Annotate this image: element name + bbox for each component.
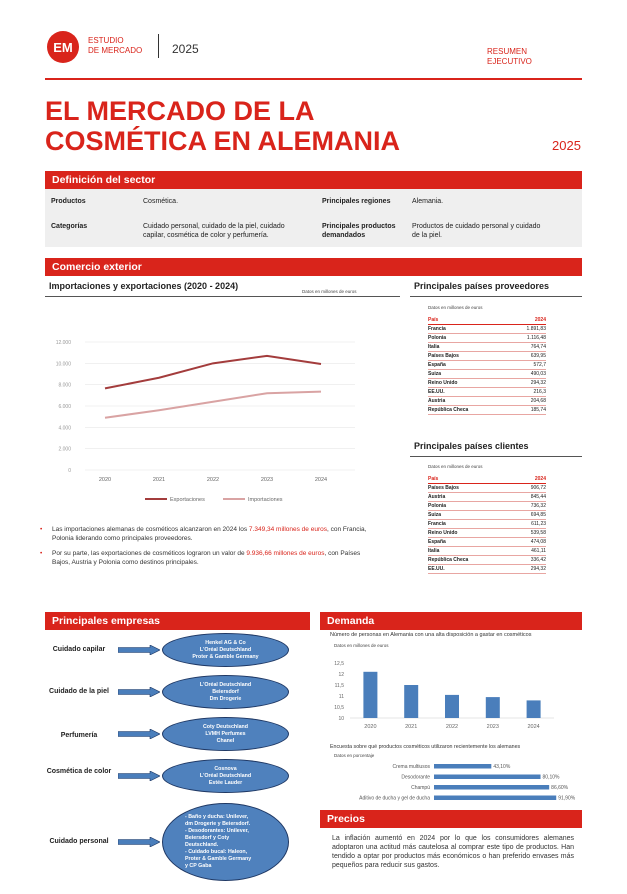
bullet-dot: •: [40, 526, 43, 533]
regiones-label: Principales regiones: [322, 198, 391, 205]
y-tick-label: 6.000: [58, 404, 71, 410]
x-tick-label: 2024: [527, 724, 540, 730]
country-name: España: [428, 537, 514, 546]
data-label: 86,60%: [551, 785, 569, 791]
proveedor-row: [428, 378, 546, 387]
bar: [486, 697, 500, 718]
proveedor-row: [428, 342, 546, 351]
proveedor-row: [428, 333, 546, 342]
company-name: Deutschland.: [185, 842, 219, 848]
country-name: Suiza: [428, 369, 508, 378]
bar: [445, 695, 459, 718]
country-name: EE.UU.: [428, 387, 508, 396]
proveedores-note: Datos en millones de euros: [428, 305, 483, 310]
arrow-right-icon: [118, 837, 160, 847]
header-rule: [45, 78, 582, 80]
section-definicion: Definición del sector: [45, 171, 582, 189]
country-value: 336,42: [514, 555, 546, 564]
country-name: Italia: [428, 342, 508, 351]
col-pais: País: [428, 316, 508, 324]
country-value: 736,32: [514, 501, 546, 510]
document-type-line-1: RESUMEN: [487, 47, 528, 56]
country-value: 572,7: [508, 360, 546, 369]
country-value: 204,68: [508, 396, 546, 405]
bullet-exports-text-c: , con Países Bajos, Austria y Polonia como destinos principales.: [52, 550, 361, 566]
country-name: Suiza: [428, 510, 514, 519]
country-name: Francia: [428, 324, 508, 333]
country-value: 1.116,48: [508, 333, 546, 342]
bar: [404, 685, 418, 718]
y-tick-label: 4.000: [58, 425, 71, 432]
company-name: - Desodorantes: Unilever,: [185, 828, 249, 834]
country-value: 294,32: [514, 564, 546, 573]
company-name: Proter & Gamble Germany: [192, 653, 259, 660]
empresa-companies-oval: [162, 759, 289, 793]
clientes-table: [428, 475, 546, 574]
bar: [434, 785, 549, 790]
country-value: 694,85: [514, 510, 546, 519]
country-value: 611,23: [514, 519, 546, 528]
empresa-category-label: Cosmética de color: [46, 768, 112, 775]
productos-label: Productos: [51, 198, 86, 205]
document-type-line-2: EJECUTIVO: [487, 57, 532, 66]
logo-text: EM: [53, 39, 73, 55]
cliente-row: [428, 546, 546, 555]
proveedor-row: [428, 360, 546, 369]
cliente-row: [428, 492, 546, 501]
logo-badge: [47, 31, 79, 63]
y-tick-label: 2.000: [58, 446, 71, 453]
company-name: Proter & Gamble Germany: [185, 856, 252, 862]
arrow-right-icon: [118, 771, 160, 781]
y-tick-label: 10: [338, 716, 344, 722]
x-tick-label: 2020: [98, 477, 112, 483]
proveedor-row: [428, 324, 546, 333]
company-name: L'Oréal Deutschland: [199, 646, 252, 653]
proveedor-row: [428, 405, 546, 414]
country-name: Países Bajos: [428, 351, 508, 360]
company-name: dm Drogerie y Beiersdorf.: [185, 821, 251, 827]
cliente-row: [428, 483, 546, 492]
trade-line-chart: [45, 330, 405, 510]
x-tick-label: 2023: [260, 477, 274, 483]
series-line-exportaciones: [105, 356, 321, 389]
country-value: 294,32: [508, 378, 546, 387]
trade-chart-rule: [45, 296, 400, 297]
country-name: Polonia: [428, 501, 514, 510]
cliente-row: [428, 519, 546, 528]
x-tick-label: 2022: [445, 724, 459, 730]
x-tick-label: 2021: [152, 477, 166, 483]
bar: [434, 764, 491, 769]
document-type: [487, 47, 532, 67]
country-value: 906,72: [514, 483, 546, 492]
company-name: Henkel AG & Co: [205, 639, 246, 646]
country-value: 539,58: [514, 528, 546, 537]
y-tick-label: 12: [338, 672, 344, 678]
data-label: 43,10%: [493, 764, 511, 770]
country-name: Reino Unido: [428, 528, 514, 537]
x-tick-label: 2023: [486, 724, 499, 730]
demanda-chart2-title: Encuesta sobre qué productos cosméticos utilizaron recientemente los alemanes: [330, 744, 521, 750]
company-name: Coty Deutschland: [202, 723, 249, 730]
data-label: 91,90%: [558, 795, 576, 802]
proveedor-row: [428, 369, 546, 378]
series-line-importaciones: [105, 392, 321, 418]
regiones-value: Alemania.: [412, 198, 444, 205]
country-name: EE.UU.: [428, 564, 514, 573]
productos-value: Cosmética.: [143, 198, 179, 205]
x-tick-label: 2021: [405, 724, 418, 730]
bullet-imports-text-a: Las importaciones alemanas de cosméticos alcanzaron en 2024 los: [52, 526, 249, 533]
col-year: 2024: [508, 316, 546, 324]
proveedor-row: [428, 387, 546, 396]
header-year: 2025: [172, 42, 199, 56]
y-tick-label: 0: [68, 468, 71, 474]
bar: [527, 700, 541, 718]
bullet-imports-highlight: 7.349,34 millones de euros: [248, 526, 327, 533]
country-value: 845,44: [514, 492, 546, 501]
country-name: República Checa: [428, 555, 514, 564]
country-name: Italia: [428, 546, 514, 555]
empresa-companies-oval: [162, 803, 289, 881]
section-comercio: Comercio exterior: [45, 258, 582, 276]
section-demanda: Demanda: [320, 612, 582, 630]
x-tick-label: 2022: [206, 477, 220, 483]
arrow-right-icon: [118, 645, 160, 655]
header-divider: [158, 34, 159, 58]
proveedores-table: [428, 316, 546, 415]
category-label: Aditivo de ducha y gel de ducha: [359, 795, 430, 802]
country-value: 490,03: [508, 369, 546, 378]
company-name: LVMH Perfumes: [205, 730, 246, 737]
clientes-heading: Principales países clientes: [414, 441, 529, 451]
country-name: Países Bajos: [428, 483, 514, 492]
cliente-row: [428, 501, 546, 510]
category-label: Desodorante: [401, 774, 430, 781]
demanda-chart1-note: Datos en millones de euros: [334, 643, 389, 648]
country-name: Francia: [428, 519, 514, 528]
empresa-category-label: Cuidado personal: [49, 838, 109, 845]
proveedor-row: [428, 351, 546, 360]
arrow-right-icon: [118, 729, 160, 739]
brand-line-1: ESTUDIO: [88, 36, 124, 45]
empresa-companies-oval: [162, 717, 289, 751]
company-name: Chanel: [216, 737, 235, 744]
trade-chart-note: Datos en millones de euros: [302, 289, 357, 294]
bullet-imports-text-c: , con Francia, Polonia liderando como principales proveedores.: [52, 526, 367, 542]
y-tick-label: 12,5: [334, 661, 344, 667]
section-empresas: Principales empresas: [45, 612, 310, 630]
demanda-chart2-note: Datos en porcentaje: [334, 753, 375, 758]
legend-label: Exportaciones: [170, 497, 205, 503]
cliente-row: [428, 537, 546, 546]
x-tick-label: 2020: [364, 724, 377, 730]
country-name: Polonia: [428, 333, 508, 342]
demanda-bar-chart: [322, 655, 562, 735]
clientes-note: Datos en millones de euros: [428, 464, 483, 469]
country-name: España: [428, 360, 508, 369]
arrow-right-icon: [118, 687, 160, 697]
y-tick-label: 11: [338, 694, 344, 700]
bullet-exports-text-a: Por su parte, las exportaciones de cosméticos lograron un valor de: [52, 550, 247, 557]
section-precios: Precios: [320, 810, 582, 828]
company-name: - Baño y ducha: Unilever,: [185, 814, 249, 820]
categorias-label: Categorías: [51, 223, 88, 230]
country-value: 474,08: [514, 537, 546, 546]
page-title-line-1: EL MERCADO DE LA: [45, 96, 315, 126]
trade-chart-title: Importaciones y exportaciones (2020 - 2024): [49, 281, 239, 291]
legend-label: Importaciones: [248, 497, 283, 503]
principales-value: Productos de cuidado personal y cuidado de la piel.: [412, 223, 541, 239]
company-name: L'Oréal Deutschland: [199, 772, 252, 779]
country-value: 639,95: [508, 351, 546, 360]
bullet-exports: [40, 549, 367, 567]
y-tick-label: 10.000: [55, 361, 71, 368]
y-tick-label: 12.000: [55, 340, 71, 346]
company-name: L'Oréal Deutschland: [199, 681, 252, 688]
country-name: Reino Unido: [428, 378, 508, 387]
empresa-category-label: Cuidado de la piel: [49, 688, 109, 695]
country-name: República Checa: [428, 405, 508, 414]
bullet-exports-highlight: 9.936,66 millones de euros: [246, 550, 325, 557]
principales-label: Principales productos demandados: [322, 223, 396, 239]
page-title-line-2: COSMÉTICA EN ALEMANIA: [45, 126, 400, 156]
bullet-dot: •: [40, 550, 43, 557]
bar: [434, 796, 556, 801]
cliente-row: [428, 555, 546, 564]
country-name: Austria: [428, 492, 514, 501]
country-value: 1.891,83: [508, 324, 546, 333]
y-tick-label: 10,5: [334, 705, 344, 711]
survey-bar-chart: [322, 760, 582, 808]
proveedores-rule: [410, 296, 582, 297]
x-tick-label: 2024: [314, 477, 328, 483]
data-label: 80,10%: [542, 774, 560, 781]
proveedores-heading: Principales países proveedores: [414, 281, 550, 291]
title-year: 2025: [552, 138, 581, 153]
y-tick-label: 11,5: [334, 683, 344, 689]
company-name: Cosnova: [214, 765, 237, 772]
cliente-row: [428, 528, 546, 537]
precios-text: La inflación aumentó en 2024 por lo que los consumidores alemanes adoptaron una actitud más cautelosa al comprar este tipo de productos. Han tendido a optar por productos más económicos o han preferido envases más pequeños para reducir sus gastos.: [332, 835, 574, 869]
country-value: 216,3: [508, 387, 546, 396]
company-name: Dm Drogerie: [209, 695, 242, 702]
brand-name: [88, 36, 142, 56]
empresa-companies-oval: [162, 675, 289, 709]
bar: [434, 775, 541, 780]
country-name: Austria: [428, 396, 508, 405]
bullet-imports: [40, 525, 367, 543]
company-name: y CP Gaba: [185, 863, 212, 869]
bar: [363, 672, 377, 718]
empresa-category-label: Cuidado capilar: [52, 646, 106, 653]
company-name: Estée Lauder: [208, 779, 243, 786]
proveedor-row: [428, 396, 546, 405]
cliente-row: [428, 510, 546, 519]
col-year: 2024: [514, 475, 546, 483]
empresa-category-label: Perfumería: [60, 732, 98, 739]
category-label: Crema multiusos: [392, 764, 430, 770]
categorias-value: Cuidado personal, cuidado de la piel, cuidado capilar, cosmética de color y perfumería.: [143, 223, 285, 239]
page-title: [45, 96, 505, 156]
company-name: - Cuidado bucal: Haleon,: [185, 849, 248, 855]
col-pais: País: [428, 475, 514, 483]
company-name: Beiersdorf y Coty: [185, 835, 230, 841]
brand-line-2: DE MERCADO: [88, 46, 143, 55]
cliente-row: [428, 564, 546, 573]
y-tick-label: 8.000: [58, 382, 71, 389]
empresa-companies-oval: [162, 633, 289, 667]
country-value: 185,74: [508, 405, 546, 414]
demanda-chart1-title: Número de personas en Alemania con una alta disposición a gastar en cosméticos: [330, 632, 532, 638]
clientes-rule: [410, 456, 582, 457]
country-value: 461,11: [514, 546, 546, 555]
company-name: Beiersdorf: [212, 688, 239, 695]
category-label: Champú: [411, 785, 430, 791]
country-value: 764,74: [508, 342, 546, 351]
